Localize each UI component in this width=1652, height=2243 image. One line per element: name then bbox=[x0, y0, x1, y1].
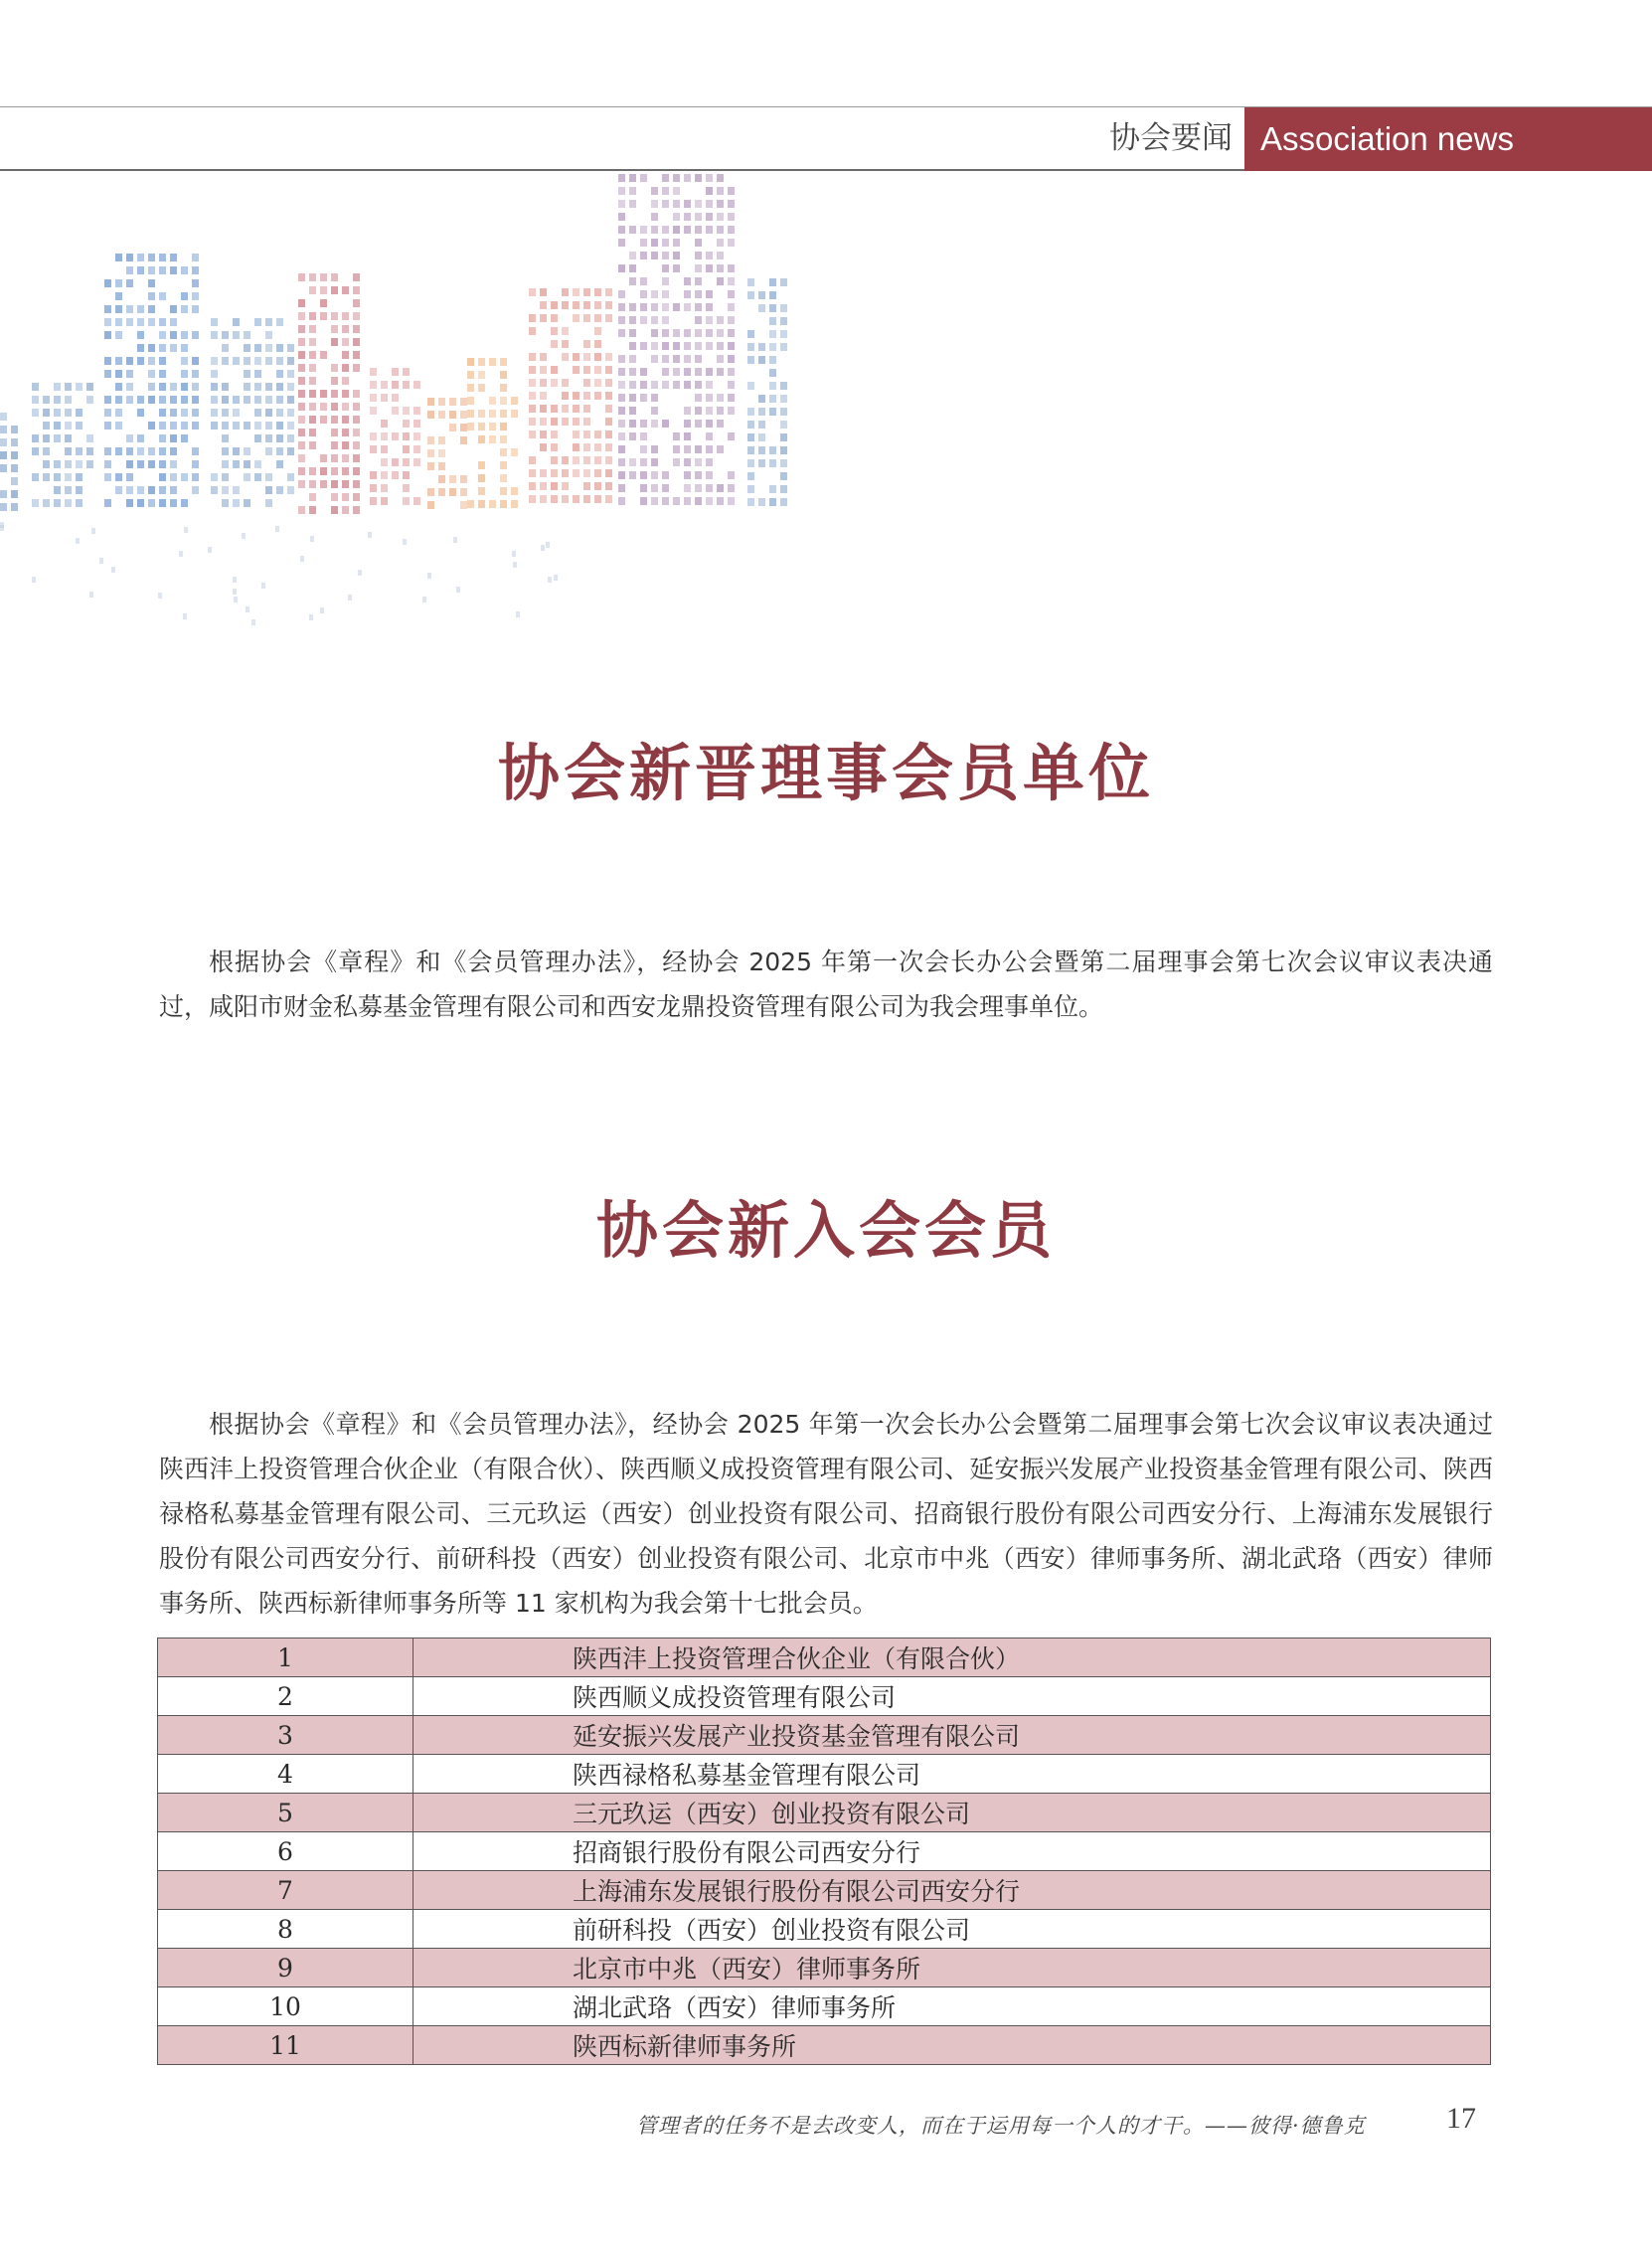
section-title-council-members: 协会新晋理事会员单位 bbox=[497, 737, 1154, 809]
skyline-building bbox=[467, 358, 518, 508]
member-name: 北京市中兆（西安）律师事务所 bbox=[413, 1949, 1491, 1987]
table-row bbox=[158, 2026, 1491, 2065]
member-name: 上海浦东发展银行股份有限公司西安分行 bbox=[413, 1871, 1491, 1910]
table-row bbox=[158, 1677, 1491, 1716]
skyline-building bbox=[427, 398, 467, 509]
member-table bbox=[157, 1638, 1491, 2065]
skyline-reflection bbox=[0, 522, 558, 625]
row-number: 7 bbox=[158, 1871, 413, 1910]
member-name: 招商银行股份有限公司西安分行 bbox=[413, 1832, 1491, 1871]
row-number: 4 bbox=[158, 1755, 413, 1794]
row-number: 6 bbox=[158, 1832, 413, 1871]
row-number: 10 bbox=[158, 1987, 413, 2026]
new-members-paragraph: 根据协会《章程》和《会员管理办法》，经协会 2025 年第一次会长办公会暨第二届理事会第七次会议审议表决通过陕西沣上投资管理合伙企业（有限合伙）、陕西顺义成投资管理有限公司、延安振兴发展产业投资基金管理有限公司、陕西禄格私募基金管理有限公司、三元玖运（西安）创业投资有限公司、招商银行股份有限公司西安分行、上海浦东发展银行股份有限公司西安分行、前研科投（西安）创业投资有限公司、北京市中兆（西安）律师事务所、湖北武珞（西安）律师事务所、陕西标新律师事务所等 11 家机构为我会第十七批会员。 bbox=[159, 1410, 1493, 1618]
skyline-building bbox=[32, 383, 93, 507]
skyline-building bbox=[747, 278, 787, 506]
row-number: 2 bbox=[158, 1677, 413, 1716]
footer-quote: 管理者的任务不是去改变人，而在于运用每一个人的才干。——彼得·德鲁克 bbox=[636, 2114, 1366, 2138]
skyline-building bbox=[529, 288, 612, 503]
table-row bbox=[158, 1987, 1491, 2026]
member-name: 陕西顺义成投资管理有限公司 bbox=[413, 1677, 1491, 1716]
skyline-building bbox=[298, 273, 360, 514]
row-number: 11 bbox=[158, 2026, 413, 2065]
row-number: 8 bbox=[158, 1910, 413, 1949]
table-row bbox=[158, 1910, 1491, 1949]
row-number: 5 bbox=[158, 1794, 413, 1832]
table-row bbox=[158, 1871, 1491, 1910]
section-label-en: Association news bbox=[1244, 107, 1652, 171]
member-name: 三元玖运（西安）创业投资有限公司 bbox=[413, 1794, 1491, 1832]
skyline-building bbox=[370, 368, 420, 505]
table-row bbox=[158, 1832, 1491, 1871]
table-row bbox=[158, 1755, 1491, 1794]
member-name: 延安振兴发展产业投资基金管理有限公司 bbox=[413, 1716, 1491, 1755]
table-row bbox=[158, 1716, 1491, 1755]
member-name: 陕西禄格私募基金管理有限公司 bbox=[413, 1755, 1491, 1794]
skyline-building bbox=[618, 174, 735, 505]
member-name: 陕西沣上投资管理合伙企业（有限合伙） bbox=[413, 1639, 1491, 1677]
row-number: 3 bbox=[158, 1716, 413, 1755]
council-members-paragraph: 根据协会《章程》和《会员管理办法》，经协会 2025 年第一次会长办公会暨第二届理事会第七次会议审议表决通过，咸阳市财金私募基金管理有限公司和西安龙鼎投资管理有限公司为我会理事单位。 bbox=[159, 948, 1493, 1021]
member-name: 前研科投（西安）创业投资有限公司 bbox=[413, 1910, 1491, 1949]
row-number: 9 bbox=[158, 1949, 413, 1987]
member-name: 陕西标新律师事务所 bbox=[413, 2026, 1491, 2065]
skyline-building bbox=[104, 254, 199, 507]
skyline-building bbox=[0, 413, 18, 511]
section-title-new-members: 协会新入会会员 bbox=[595, 1194, 1056, 1267]
page-number: 17 bbox=[1446, 2102, 1476, 2135]
row-number: 1 bbox=[158, 1639, 413, 1677]
header-rule bbox=[0, 169, 1244, 171]
section-label-cn: 协会要闻 bbox=[1109, 120, 1233, 156]
table-row bbox=[158, 1639, 1491, 1677]
member-name: 湖北武珞（西安）律师事务所 bbox=[413, 1987, 1491, 2026]
skyline-building bbox=[211, 318, 294, 507]
table-row bbox=[158, 1794, 1491, 1832]
city-skyline-illustration bbox=[0, 174, 795, 651]
table-row bbox=[158, 1949, 1491, 1987]
